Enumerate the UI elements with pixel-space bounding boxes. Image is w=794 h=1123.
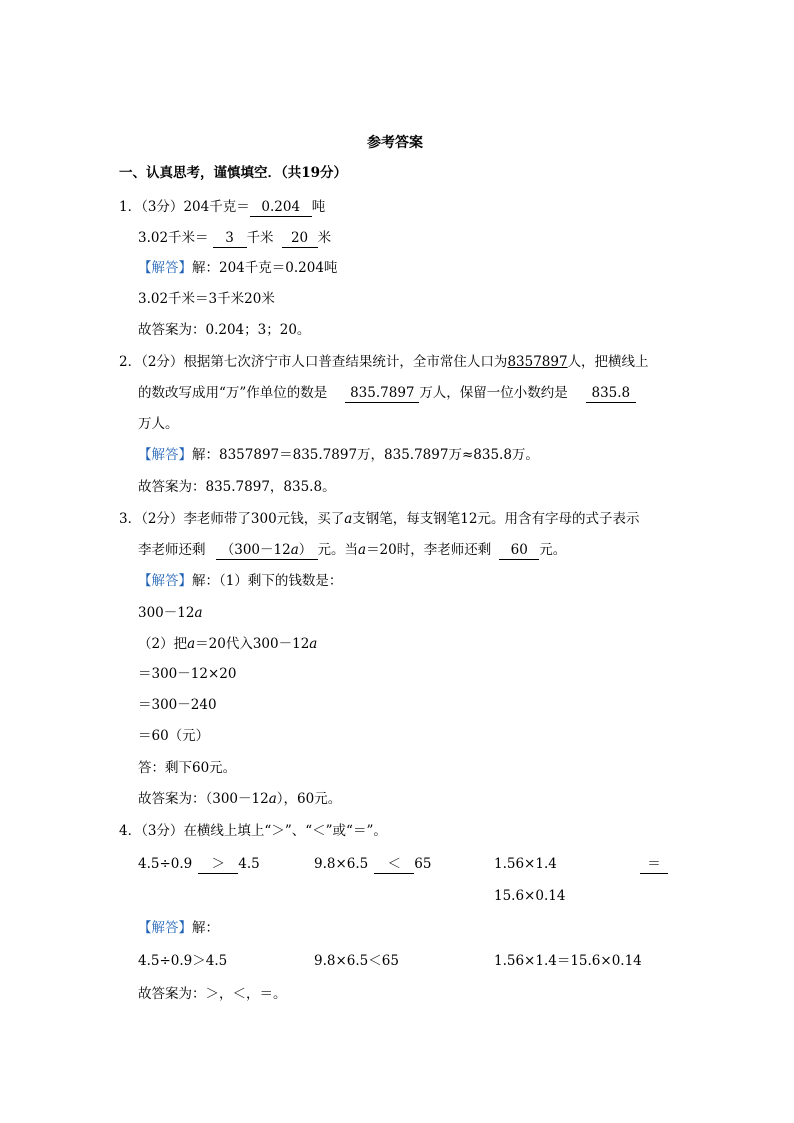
q3-blank-1: [216, 542, 318, 560]
q1-stem-post: 吨: [311, 199, 326, 215]
q3-step2-pre: （2）把: [138, 636, 188, 652]
q3-blank-1-close: ）: [298, 542, 313, 558]
q1-stem-pre: 204千克＝: [183, 199, 250, 215]
q4-item2-left: 9.8×6.5: [314, 856, 369, 872]
q4-final: 故答案为：＞，＜，＝。: [138, 986, 287, 1002]
q1-blank-3: 20: [282, 230, 318, 248]
q2-underlined-number: 8357897: [507, 354, 568, 370]
q3-reply: 答：剩下60元。: [138, 760, 237, 776]
q1-score: （3分）: [141, 199, 184, 215]
q4-item1-left: 4.5÷0.9: [138, 856, 193, 872]
q1-final: 故答案为：0.204；3；20。: [138, 322, 311, 338]
q3-calc2: ＝300－240: [138, 697, 217, 713]
q3-step2-var2: a: [309, 636, 318, 652]
q2-answer-line1: 解：8357897＝835.7897万，835.7897万≈835.8万。: [192, 447, 539, 463]
q4-ans-3: 1.56×1.4＝15.6×0.14: [494, 953, 642, 969]
q3-number: 3．: [119, 511, 142, 527]
q4-ans-2: 9.8×6.5＜65: [314, 953, 399, 969]
q3-final-post: ），60元。: [276, 791, 342, 807]
q2-stem-b: 人，把横线上: [567, 354, 649, 370]
q4-item3-left: 1.56×1.4: [494, 856, 557, 872]
q3-line2-pre: 李老师还剩: [138, 542, 206, 558]
q1-answer-line2: 3.02千米＝3千米20米: [138, 291, 275, 307]
q1-line2-post: 米: [317, 230, 332, 246]
q4-item1-right: 4.5: [238, 856, 260, 872]
q3-line2-mid1: 元。当: [317, 542, 358, 558]
q3-stem-b: 支钢笔，每支钢笔12元。用含有字母的式子表示: [352, 511, 640, 527]
q3-line2-post: 元。: [539, 542, 567, 558]
q2-line2-mid: 万人，保留一位小数约是: [419, 385, 568, 401]
q3-expr1: [138, 604, 203, 622]
q3-answer-line1: 解：（1）剩下的钱数是：: [192, 573, 343, 589]
q3-step2-mid: ＝20代入300－12: [195, 636, 310, 652]
q2-answer: [138, 446, 539, 464]
page-title: 参考答案: [367, 135, 423, 151]
q3-calc1: ＝300－12×20: [138, 666, 237, 682]
q2-line2: [138, 384, 636, 403]
q4-item-2: [314, 855, 431, 874]
q4-score: （3分）: [141, 823, 184, 839]
q4-item2-blank: ＜: [374, 856, 414, 874]
q4-stem-text: 在横线上填上“＞”、“＜”或“＝”。: [183, 823, 387, 839]
q1-line2-mid: 千米: [246, 230, 274, 246]
q3-calc3: ＝60（元）: [138, 728, 210, 744]
q3-var-a: a: [344, 511, 353, 527]
q2-line3: 万人。: [138, 416, 179, 432]
q3-answer: [138, 572, 342, 590]
q2-blank-2: 835.8: [586, 385, 636, 403]
q4-item1-blank: ＞: [198, 856, 238, 874]
answer-tag: 【解答】: [138, 920, 192, 936]
section-heading: 一、认真思考，谨慎填空．（共19分）: [119, 165, 348, 181]
q3-step2-var: a: [187, 636, 196, 652]
q1-stem: [119, 198, 325, 217]
q2-line2-pre: 的数改写成用“万”作单位的数是: [138, 385, 328, 401]
q4-item3-blank-value: ＝: [640, 856, 668, 874]
q2-final: 故答案为：835.7897，835.8。: [138, 479, 336, 495]
q4-stem: [119, 822, 387, 840]
q4-answer-label: 解：: [192, 920, 219, 936]
q2-blank-1: 835.7897: [345, 385, 419, 403]
q3-blank-1-var: a: [290, 542, 299, 558]
q3-score: （2分）: [141, 511, 184, 527]
q3-stem-a: 李老师带了300元钱，买了: [183, 511, 345, 527]
q3-expr1-pre: 300－12: [138, 605, 195, 621]
q3-step2: [138, 635, 317, 653]
q1-blank-2: 3: [213, 230, 247, 248]
q1-blank-1: 0.204: [250, 199, 312, 217]
q4-item3-right: 15.6×0.14: [494, 888, 566, 904]
q3-line2: [138, 541, 566, 560]
answer-tag: 【解答】: [138, 447, 192, 463]
q4-item3-blank: [640, 855, 668, 874]
q4-item2-right: 65: [414, 856, 432, 872]
q1-line2: [138, 229, 331, 248]
q2-stem: [119, 353, 649, 371]
q3-blank-2: 60: [499, 542, 539, 560]
answer-tag: 【解答】: [138, 260, 192, 276]
q4-ans-1: 4.5÷0.9＞4.5: [138, 953, 228, 969]
q3-stem: [119, 510, 639, 528]
q1-number: 1．: [119, 199, 142, 215]
q1-answer: [138, 259, 337, 277]
answer-tag: 【解答】: [138, 573, 192, 589]
q3-line2-var: a: [358, 542, 367, 558]
q2-score: （2分）: [141, 354, 184, 370]
q3-expr1-var: a: [194, 605, 203, 621]
q3-line2-mid2: ＝20时，李老师还剩: [366, 542, 492, 558]
q3-final-var: a: [268, 791, 277, 807]
q4-item-1: [138, 855, 260, 874]
q3-final: [138, 790, 341, 808]
q3-final-pre: 故答案为：（300－12: [138, 791, 269, 807]
q2-number: 2．: [119, 354, 142, 370]
q1-answer-line1: 解：204千克＝0.204吨: [192, 260, 338, 276]
q4-answer: [138, 919, 219, 937]
q3-blank-1-open: （300－12: [220, 542, 291, 558]
q4-number: 4．: [119, 823, 142, 839]
q2-stem-a: 根据第七次济宁市人口普查结果统计，全市常住人口为: [183, 354, 508, 370]
q1-line2-pre: 3.02千米＝: [138, 230, 209, 246]
